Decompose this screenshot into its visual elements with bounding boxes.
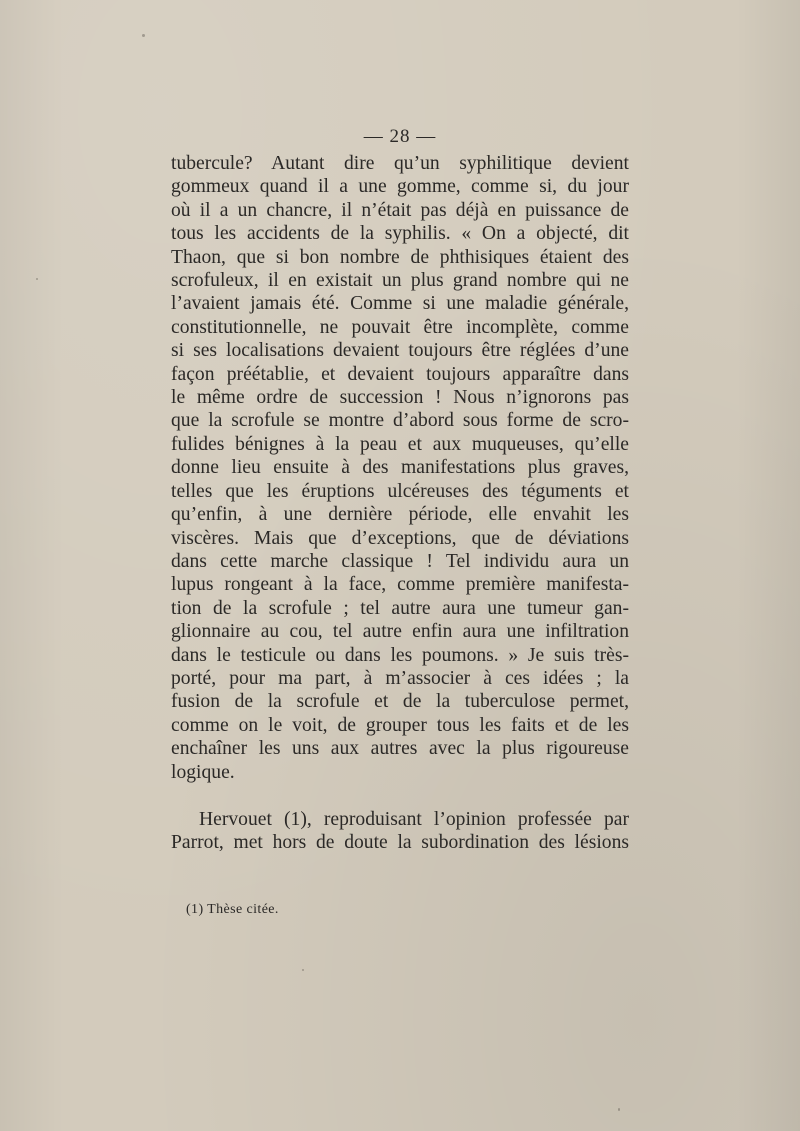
text-line: constitutionnelle, ne pouvait être incomplète, comme (171, 316, 629, 338)
text-line: enchaîner les uns aux autres avec la plus rigoureuse (171, 738, 629, 760)
footnote: (1) Thèse citée. (186, 902, 279, 917)
text-line: si ses localisations devaient toujours être réglées d’une (171, 340, 629, 362)
paper-speck (142, 34, 145, 37)
paragraph-2 (171, 808, 629, 855)
text-line: où il a un chancre, il n’était pas déjà en puissance de (171, 199, 629, 221)
text-line: porté, pour ma part, à m’associer à ces idées ; la (171, 667, 629, 689)
text-line: fusion de la scrofule et de la tuberculose permet, (171, 691, 629, 713)
paper-speck (302, 969, 304, 971)
text-line: façon préétablie, et devaient toujours apparaître dans (171, 363, 629, 385)
text-line: glionnaire au cou, tel autre enfin aura une infiltration (171, 621, 629, 643)
page-number: — 28 — (363, 126, 437, 147)
text-line: gommeux quand il a une gomme, comme si, du jour (171, 176, 629, 198)
text-line: tubercule? Autant dire qu’un syphilitique devient (171, 153, 629, 174)
text-line: donne lieu ensuite à des manifestations plus graves, (171, 457, 629, 479)
text-line: tion de la scrofule ; tel autre aura une tumeur gan- (171, 597, 629, 619)
text-line: lupus rongeant à la face, comme première manifesta- (171, 574, 629, 596)
text-line: Parrot, met hors de doute la subordination des lésions (171, 832, 629, 854)
text-line: scrofuleux, il en existait un plus grand nombre qui ne (171, 270, 629, 292)
paper-speck (618, 1108, 620, 1111)
paper-speck (36, 278, 38, 280)
body-text (171, 152, 629, 855)
text-line: l’avaient jamais été. Comme si une maladie générale, (171, 293, 629, 315)
text-line: telles que les éruptions ulcéreuses des téguments et (171, 480, 629, 502)
text-line: Thaon, que si bon nombre de phthisiques étaient des (171, 246, 629, 268)
text-line: dans le testicule ou dans les poumons. » Je suis très- (171, 644, 629, 666)
text-line: que la scrofule se montre d’abord sous forme de scro- (171, 410, 629, 432)
text-line: le même ordre de succession ! Nous n’ignorons pas (171, 387, 629, 409)
text-line: Hervouet (1), reproduisant l’opinion professée par (199, 808, 629, 830)
paragraph-1 (171, 152, 629, 784)
text-line: tous les accidents de la syphilis. « On a objecté, dit (171, 223, 629, 245)
text-line: comme on le voit, de grouper tous les faits et de les (171, 714, 629, 736)
text-line: logique. (171, 761, 235, 783)
text-line: fulides bénignes à la peau et aux muqueuses, qu’elle (171, 433, 629, 455)
text-line: viscères. Mais que d’exceptions, que de déviations (171, 527, 629, 549)
text-line: dans cette marche classique ! Tel individu aura un (171, 550, 629, 572)
text-line: qu’enfin, à une dernière période, elle envahit les (171, 504, 629, 526)
